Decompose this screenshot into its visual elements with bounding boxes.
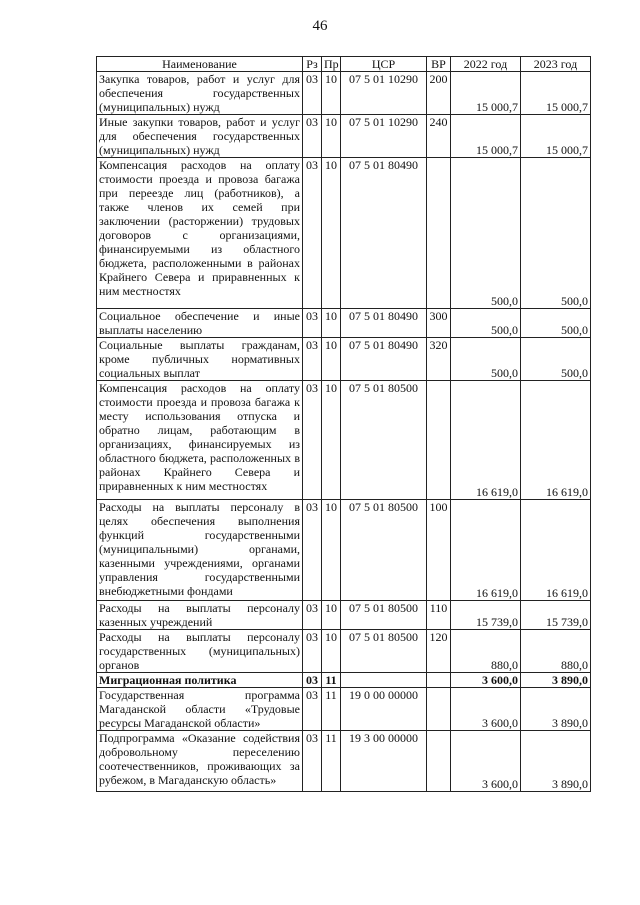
row-2023: 500,0: [521, 338, 591, 381]
row-csr: [341, 673, 427, 688]
row-csr: 19 3 00 00000: [341, 731, 427, 792]
row-pr: 10: [322, 72, 341, 115]
row-2022: 500,0: [451, 309, 521, 338]
row-name: Миграционная политика: [97, 673, 303, 688]
row-2023: 15 739,0: [521, 601, 591, 630]
row-vr: [427, 688, 451, 731]
row-rz: 03: [303, 688, 322, 731]
row-2022: 16 619,0: [451, 500, 521, 601]
row-pr: 10: [322, 630, 341, 673]
row-vr: 240: [427, 115, 451, 158]
row-2022: 3 600,0: [451, 731, 521, 792]
row-2023: 3 890,0: [521, 688, 591, 731]
table-header-row: [97, 57, 591, 72]
row-csr: 07 5 01 80500: [341, 500, 427, 601]
row-name: Расходы на выплаты персоналу в целях обеспечения выполнения функций государственными (муниципальными) органами, казенными учреждениями, органами управления государственными внебюджетными фондами: [97, 500, 303, 601]
row-csr: 07 5 01 80490: [341, 309, 427, 338]
header-vr: ВР: [427, 57, 451, 72]
row-2023: 3 890,0: [521, 673, 591, 688]
row-csr: 07 5 01 10290: [341, 72, 427, 115]
row-vr: [427, 673, 451, 688]
row-2022: 880,0: [451, 630, 521, 673]
row-pr: 10: [322, 158, 341, 309]
table-row: [97, 381, 591, 500]
row-2023: 880,0: [521, 630, 591, 673]
row-name: Расходы на выплаты персоналу казенных учреждений: [97, 601, 303, 630]
header-rz: Рз: [303, 57, 322, 72]
row-name: Социальные выплаты гражданам, кроме публичных нормативных социальных выплат: [97, 338, 303, 381]
row-2022: 16 619,0: [451, 381, 521, 500]
row-2022: 15 000,7: [451, 115, 521, 158]
row-pr: 10: [322, 381, 341, 500]
row-2022: 500,0: [451, 338, 521, 381]
row-name: Иные закупки товаров, работ и услуг для обеспечения государственных (муниципальных) нужд: [97, 115, 303, 158]
row-name: Государственная программа Магаданской области «Трудовые ресурсы Магаданской области»: [97, 688, 303, 731]
header-csr: ЦСР: [341, 57, 427, 72]
table-row: [97, 500, 591, 601]
table-row: [97, 72, 591, 115]
row-vr: 300: [427, 309, 451, 338]
row-2023: 15 000,7: [521, 115, 591, 158]
row-csr: 07 5 01 80490: [341, 338, 427, 381]
row-vr: 100: [427, 500, 451, 601]
row-rz: 03: [303, 72, 322, 115]
row-name: Закупка товаров, работ и услуг для обеспечения государственных (муниципальных) нужд: [97, 72, 303, 115]
row-rz: 03: [303, 601, 322, 630]
row-vr: 200: [427, 72, 451, 115]
table-row: [97, 338, 591, 381]
row-pr: 11: [322, 731, 341, 792]
row-name: Подпрограмма «Оказание содействия добровольному переселению соотечественников, проживающих за рубежом, в Магаданскую область»: [97, 731, 303, 792]
row-vr: 110: [427, 601, 451, 630]
row-vr: [427, 158, 451, 309]
row-csr: 07 5 01 10290: [341, 115, 427, 158]
budget-table: [96, 56, 591, 792]
table-row-section: [97, 673, 591, 688]
table-row: [97, 688, 591, 731]
row-pr: 11: [322, 673, 341, 688]
header-pr: Пр: [322, 57, 341, 72]
row-name: Компенсация расходов на оплату стоимости проезда и провоза багажа при переезде лиц (работников), а также членов их семей при заключении (расторжении) трудовых договоров с организациями, финансируемыми из областного бюджета, расположенными в районах Крайнего Севера и приравненных к ним местностях: [97, 158, 303, 309]
row-vr: 120: [427, 630, 451, 673]
row-rz: 03: [303, 630, 322, 673]
row-rz: 03: [303, 115, 322, 158]
row-pr: 10: [322, 338, 341, 381]
row-rz: 03: [303, 338, 322, 381]
row-pr: 10: [322, 309, 341, 338]
row-csr: 07 5 01 80500: [341, 601, 427, 630]
row-2022: 500,0: [451, 158, 521, 309]
header-2023: 2023 год: [521, 57, 591, 72]
table-row: [97, 630, 591, 673]
row-name: Расходы на выплаты персоналу государственных (муниципальных) органов: [97, 630, 303, 673]
row-pr: 10: [322, 601, 341, 630]
row-pr: 10: [322, 500, 341, 601]
row-name: Социальное обеспечение и иные выплаты населению: [97, 309, 303, 338]
row-rz: 03: [303, 158, 322, 309]
row-rz: 03: [303, 673, 322, 688]
row-csr: 07 5 01 80490: [341, 158, 427, 309]
row-vr: [427, 731, 451, 792]
table-row: [97, 115, 591, 158]
header-2022: 2022 год: [451, 57, 521, 72]
row-pr: 10: [322, 115, 341, 158]
row-2022: 3 600,0: [451, 688, 521, 731]
row-2022: 3 600,0: [451, 673, 521, 688]
row-csr: 19 0 00 00000: [341, 688, 427, 731]
row-vr: 320: [427, 338, 451, 381]
row-rz: 03: [303, 309, 322, 338]
row-2023: 16 619,0: [521, 500, 591, 601]
row-pr: 11: [322, 688, 341, 731]
row-rz: 03: [303, 731, 322, 792]
row-2023: 500,0: [521, 309, 591, 338]
row-2022: 15 739,0: [451, 601, 521, 630]
row-vr: [427, 381, 451, 500]
row-2022: 15 000,7: [451, 72, 521, 115]
row-2023: 3 890,0: [521, 731, 591, 792]
page-number: 46: [312, 18, 328, 34]
row-csr: 07 5 01 80500: [341, 630, 427, 673]
row-rz: 03: [303, 381, 322, 500]
row-rz: 03: [303, 500, 322, 601]
row-csr: 07 5 01 80500: [341, 381, 427, 500]
row-2023: 500,0: [521, 158, 591, 309]
table-row: [97, 158, 591, 309]
row-2023: 16 619,0: [521, 381, 591, 500]
row-name: Компенсация расходов на оплату стоимости проезда и провоза багажа к месту использования отпуска и обратно лицам, работающим в организациях, финансируемых из областного бюджета, расположенных в районах Крайнего Севера и приравненных к ним местностях: [97, 381, 303, 500]
table-row: [97, 601, 591, 630]
row-2023: 15 000,7: [521, 72, 591, 115]
table-row: [97, 731, 591, 792]
table-row: [97, 309, 591, 338]
header-name: Наименование: [97, 57, 303, 72]
